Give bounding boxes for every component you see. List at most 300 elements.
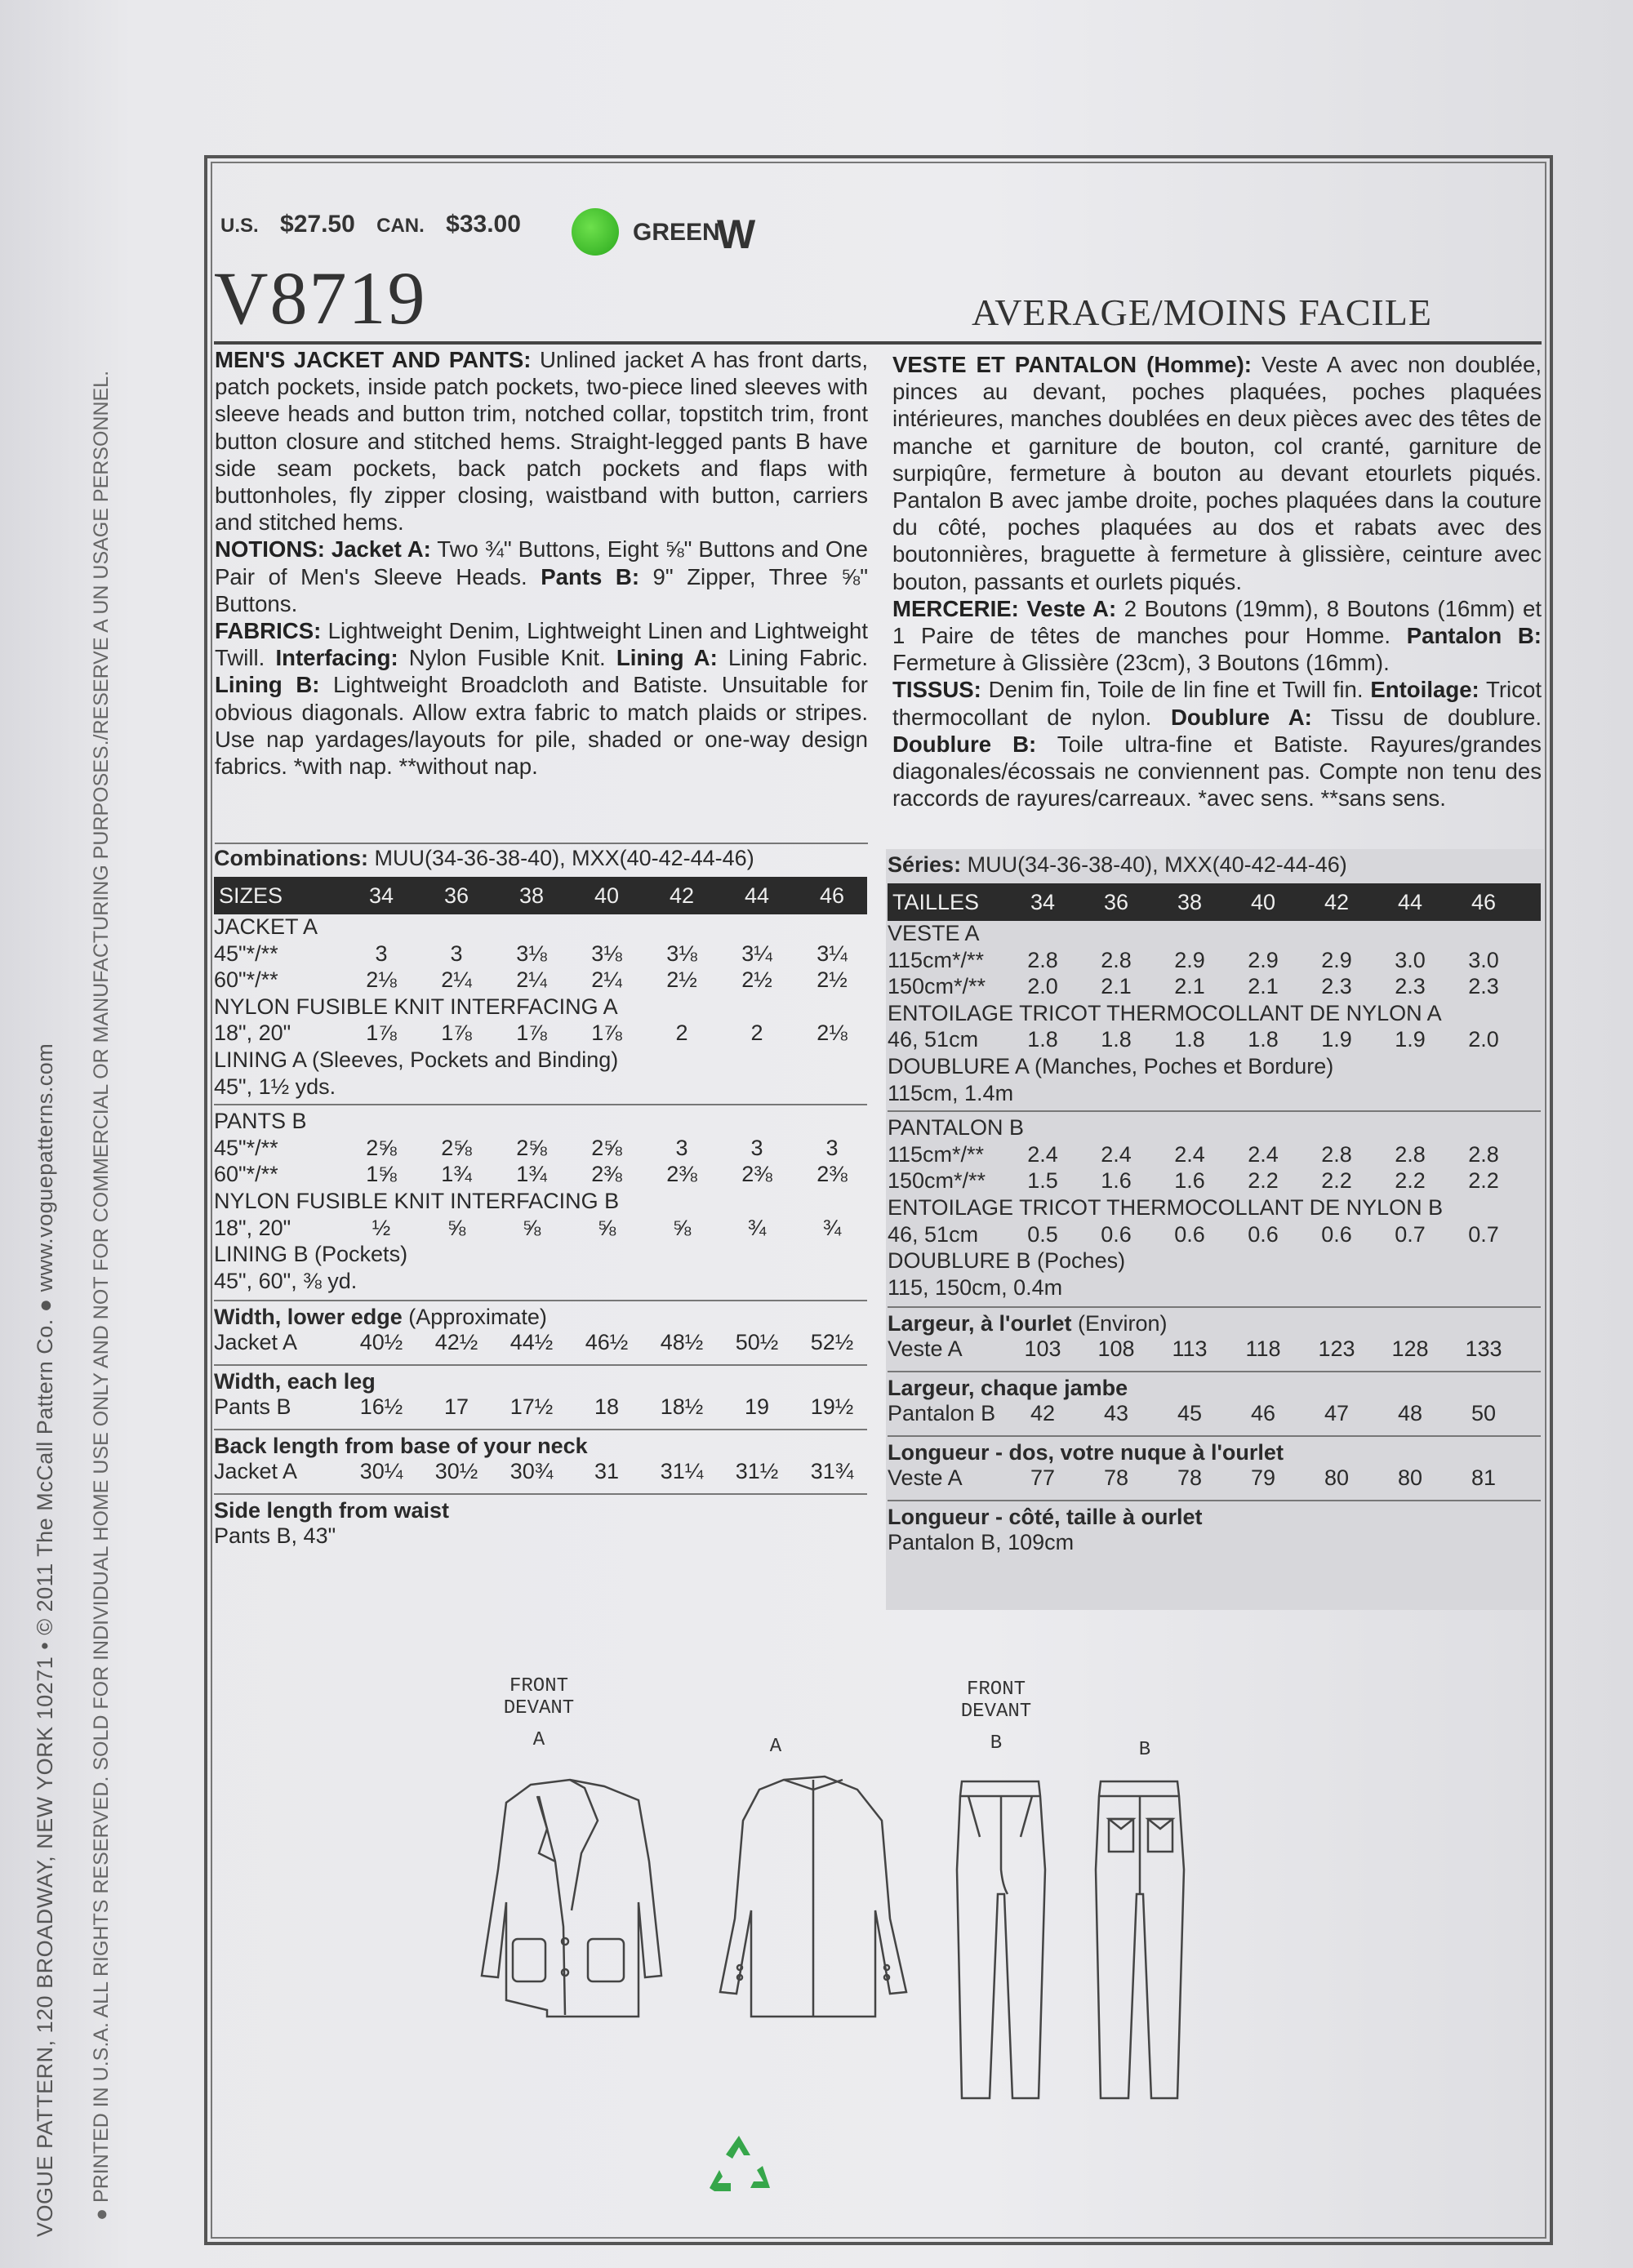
yardage-cell: 1.8	[1027, 1027, 1058, 1052]
measure-label: Pantalon B	[888, 1401, 996, 1426]
yardage-cell: 3⅛	[516, 941, 547, 966]
row-label: 150cm*/**	[888, 974, 986, 999]
size-col-header: 36	[443, 883, 469, 908]
size-col-header: 34	[368, 883, 394, 908]
yardage-cell: 2.4	[1248, 1141, 1279, 1167]
series-row	[888, 852, 1541, 883]
yardage-cell: 2.4	[1101, 1141, 1132, 1167]
row-label: PANTALON B	[888, 1115, 1025, 1141]
yardage-row	[888, 948, 1541, 975]
measure-cell: 43	[1103, 1401, 1129, 1426]
measure-label: Veste A	[888, 1336, 963, 1362]
size-col-header: 46	[1471, 890, 1497, 914]
yardage-row	[888, 1168, 1541, 1195]
measure-values-row	[214, 1523, 867, 1553]
row-label: 115cm, 1.4m	[888, 1080, 1014, 1105]
lining-b-label: Lining B:	[215, 672, 320, 698]
measure-label: Pants B, 43"	[214, 1523, 336, 1549]
measure-label: Veste A	[888, 1465, 963, 1491]
french-description	[892, 351, 1542, 812]
measure-cell: 52½	[810, 1330, 854, 1355]
measure-values-row	[888, 1465, 1541, 1495]
yardage-cell: ⅝	[447, 1215, 466, 1240]
yardage-cell: 2⅝	[516, 1135, 547, 1160]
recycle-icon	[698, 2129, 780, 2211]
yardage-cell: 2.2	[1321, 1168, 1352, 1194]
yardage-row	[214, 1109, 867, 1136]
combinations-label: Combinations:	[214, 846, 368, 870]
yardage-cell: 2.8	[1321, 1141, 1352, 1167]
difficulty-label: AVERAGE/MOINS FACILE	[972, 291, 1432, 333]
yardage-cell: 2.9	[1321, 947, 1352, 972]
row-label: 18", 20"	[214, 1021, 291, 1046]
yardage-cell: 2.4	[1174, 1141, 1205, 1167]
yardage-cell: 1.8	[1248, 1027, 1279, 1052]
yardage-cell: 3⅛	[591, 941, 622, 966]
measure-cell: 30¾	[509, 1459, 554, 1484]
yardage-cell: 3⅛	[666, 941, 697, 966]
combinations-text: MUU(34-36-38-40), MXX(40-42-44-46)	[374, 846, 754, 870]
row-label: ENTOILAGE TRICOT THERMOCOLLANT DE NYLON A	[888, 1000, 1442, 1025]
section-divider	[888, 1110, 1541, 1112]
measure-cell: 108	[1097, 1336, 1135, 1362]
yardage-cell: 3	[825, 1135, 839, 1160]
measure-divider	[214, 1300, 867, 1301]
measure-cell: 50	[1471, 1401, 1497, 1426]
measure-title: Largeur, chaque jambe	[888, 1376, 1128, 1401]
yardage-cell: 3	[750, 1135, 763, 1160]
yardage-cell: ¾	[747, 1215, 767, 1240]
tissus-text: Denim fin, Toile de lin fine et Twill fin.	[988, 677, 1364, 703]
row-label: LINING B (Pockets)	[214, 1242, 408, 1267]
row-label: VESTE A	[888, 921, 980, 945]
yardage-cell: 0.5	[1027, 1221, 1058, 1247]
en-table-top-rule	[215, 843, 868, 844]
french-title: VESTE ET PANTALON (Homme):	[892, 352, 1252, 377]
yardage-cell: 2⅜	[591, 1162, 622, 1187]
measure-values-row	[888, 1401, 1541, 1430]
measure-cell: 46½	[585, 1330, 629, 1355]
website-url: www.voguepatterns.com	[33, 1043, 57, 1292]
measure-title: Back length from base of your neck	[214, 1434, 588, 1459]
measure-cell: 42½	[434, 1330, 478, 1355]
jacket-back-drawing	[720, 1777, 906, 2017]
row-label: 45"*/**	[214, 941, 278, 966]
notions-label: NOTIONS:	[215, 536, 325, 563]
measure-cell: 45	[1177, 1401, 1203, 1426]
yardage-cell: 3	[675, 1135, 688, 1160]
yardage-cell: 2½	[816, 967, 848, 993]
jacket-front-drawing	[482, 1780, 661, 2017]
yardage-cell: 2.8	[1395, 1141, 1426, 1167]
yardage-cell: 2.1	[1174, 974, 1205, 999]
measure-cell: 31½	[735, 1459, 779, 1484]
yardage-cell: 2.0	[1468, 1027, 1499, 1052]
measure-cell: 30½	[434, 1459, 478, 1484]
row-label: 45", 1½ yds.	[214, 1074, 336, 1099]
color-label: GREEN	[633, 219, 720, 246]
measure-cell: 80	[1397, 1465, 1423, 1491]
view-b-back: B	[1138, 1739, 1151, 1761]
measure-title-row	[214, 1369, 867, 1394]
yardage-row	[214, 1269, 867, 1296]
interfacing-label: Interfacing:	[275, 645, 398, 671]
yardage-cell: 2⅜	[816, 1162, 848, 1187]
measure-cell: 80	[1324, 1465, 1350, 1491]
measure-cell: 128	[1391, 1336, 1429, 1362]
row-label: 115cm*/**	[888, 947, 985, 972]
section-divider	[214, 1104, 867, 1105]
row-label: NYLON FUSIBLE KNIT INTERFACING B	[214, 1188, 620, 1213]
french-yardage-table	[888, 852, 1541, 1559]
measure-cell: 18	[594, 1394, 620, 1420]
doublure-a-label: Doublure A:	[1170, 704, 1312, 730]
measure-label: Jacket A	[214, 1459, 298, 1484]
yardage-cell: 1⅞	[441, 1021, 472, 1046]
measure-cell: 31¾	[810, 1459, 854, 1484]
measure-title-row	[214, 1305, 867, 1330]
yardage-cell: 2	[750, 1021, 763, 1046]
yardage-cell: 2.9	[1248, 947, 1279, 972]
yardage-row	[888, 1142, 1541, 1169]
yardage-cell: 2.2	[1248, 1168, 1279, 1194]
yardage-cell: 2.2	[1468, 1168, 1499, 1194]
rights-side-text: ● PRINTED IN U.S.A. ALL RIGHTS RESERVED. SOLD FOR INDIVIDUAL HOME USE ONLY AND NOT FOR COMMERCIAL OR MANUFACTURING PURPOSES./RESERVE A UN USAGE PERSONNEL.	[90, 370, 113, 2221]
measure-divider	[214, 1493, 867, 1495]
fabrics-text: Lightweight Denim, Lightweight Linen and Lightweight Twill.	[215, 618, 868, 671]
copyright-notice: © 2011 The McCall Pattern Co.	[33, 1319, 57, 1635]
yardage-row	[214, 1189, 867, 1216]
garment-illustrations	[425, 1772, 1241, 2115]
green-dot-icon	[572, 208, 619, 256]
measure-title: Longueur - dos, votre nuque à l'ourlet	[888, 1440, 1284, 1465]
measure-cell: 48½	[660, 1330, 704, 1355]
yardage-cell: 1.6	[1101, 1168, 1132, 1194]
measure-values-row	[214, 1330, 867, 1359]
price-line	[220, 211, 536, 238]
yardage-cell: 2⅜	[741, 1162, 772, 1187]
can-label: CAN.	[376, 215, 425, 237]
mercerie-b-label: Pantalon B:	[1406, 623, 1542, 649]
measure-cell: 79	[1250, 1465, 1276, 1491]
en-sizes-header	[214, 877, 867, 914]
size-col-header: 42	[1324, 890, 1350, 914]
yardage-cell: 1¾	[441, 1162, 472, 1187]
measure-note: (Approximate)	[408, 1305, 547, 1330]
row-label: 46, 51cm	[888, 1221, 979, 1247]
yardage-cell: 2.4	[1027, 1141, 1058, 1167]
front-text-b: FRONT	[966, 1679, 1026, 1701]
row-label: 45", 60", ⅜ yd.	[214, 1268, 358, 1293]
measure-cell: 118	[1245, 1336, 1281, 1362]
size-col-header: 36	[1103, 890, 1129, 914]
yardage-row	[214, 967, 867, 994]
measure-values-row	[888, 1530, 1541, 1559]
size-col-header: 44	[1397, 890, 1423, 914]
yardage-row	[888, 921, 1541, 948]
row-label: 60"*/**	[214, 967, 278, 993]
can-price: $33.00	[446, 211, 521, 238]
yardage-cell: 2⅛	[816, 1021, 848, 1046]
measure-title: Width, each leg	[214, 1369, 376, 1394]
doublure-b-text: Toile ultra-fine et Batiste. Rayures/grandes diagonales/écossais ne conviennent pas. Compte non tenu des raccords de rayures/carreaux. *avec sens. **sans sens.	[892, 731, 1542, 812]
yardage-cell: 3	[375, 941, 388, 966]
measure-note: (Environ)	[1078, 1311, 1168, 1336]
size-col-header: 40	[594, 883, 620, 908]
yardage-row	[214, 1074, 867, 1101]
yardage-cell: ¾	[822, 1215, 842, 1240]
size-col-header: 38	[1177, 890, 1203, 914]
measure-cell: 77	[1030, 1465, 1056, 1491]
measure-values-row	[888, 1336, 1541, 1366]
yardage-cell: 2½	[741, 967, 772, 993]
entoilage-text: Tricot thermocollant de nylon.	[892, 677, 1542, 730]
yardage-cell: 2.0	[1027, 974, 1058, 999]
yardage-cell: 2.2	[1395, 1168, 1426, 1194]
measure-cell: 44½	[509, 1330, 554, 1355]
measure-title-row	[888, 1440, 1541, 1465]
measure-title: Width, lower edge	[214, 1305, 403, 1330]
measure-divider	[888, 1500, 1541, 1501]
yardage-cell: 1.6	[1174, 1168, 1205, 1194]
measure-cell: 47	[1324, 1401, 1350, 1426]
mercerie-b: Fermeture à Glissière (23cm), 3 Boutons (16mm).	[892, 650, 1390, 676]
yardage-row	[214, 1136, 867, 1163]
row-label: NYLON FUSIBLE KNIT INTERFACING A	[214, 994, 618, 1019]
english-description	[215, 346, 868, 780]
measure-title: Largeur, à l'ourlet	[888, 1311, 1072, 1336]
measure-cell: 78	[1177, 1465, 1203, 1491]
measure-cell: 113	[1172, 1336, 1208, 1362]
yardage-row	[888, 1054, 1541, 1081]
yardage-row	[214, 941, 867, 968]
yardage-row	[214, 1021, 867, 1047]
measure-cell: 18½	[660, 1394, 704, 1420]
yardage-cell: 1.9	[1321, 1027, 1352, 1052]
yardage-cell: 2⅛	[366, 967, 397, 993]
yardage-cell: 0.6	[1174, 1221, 1205, 1247]
measure-title-row	[888, 1376, 1541, 1401]
measure-cell: 81	[1471, 1465, 1497, 1491]
yardage-cell: 2⅝	[441, 1135, 472, 1160]
yardage-cell: 3	[450, 941, 463, 966]
lining-b-text: Lightweight Broadcloth and Batiste. Unsuitable for obvious diagonals. Allow extra fabric to match plaids or stripes. Use nap yardages/layouts for pile, shaded or one-way design fabrics. *with nap. **without nap.	[215, 672, 869, 780]
measure-cell: 17	[443, 1394, 469, 1420]
notions-b: 9" Zipper, Three ⅝" Buttons.	[215, 563, 868, 616]
front-label-b	[947, 1679, 1045, 1754]
measure-cell: 30¼	[359, 1459, 403, 1484]
doublure-b-label: Doublure B:	[892, 731, 1037, 757]
measure-divider	[214, 1364, 867, 1366]
measure-cell: 123	[1318, 1336, 1355, 1362]
entoilage-label: Entoilage:	[1370, 677, 1479, 703]
english-yardage-table	[214, 846, 867, 1553]
size-col-header: 40	[1250, 890, 1276, 914]
front-label-a	[490, 1675, 588, 1751]
yardage-cell: 2¼	[591, 967, 622, 993]
yardage-cell: 2.1	[1248, 974, 1279, 999]
yardage-cell: 1⅞	[516, 1021, 547, 1046]
row-label: 60"*/**	[214, 1162, 278, 1187]
measure-divider	[888, 1435, 1541, 1437]
measure-values-row	[214, 1394, 867, 1424]
size-col-header: 46	[819, 883, 845, 908]
row-label: LINING A (Sleeves, Pockets and Binding)	[214, 1047, 619, 1072]
yardage-cell: 0.6	[1248, 1221, 1279, 1247]
yardage-row	[888, 1081, 1541, 1108]
fr-sizes-header	[888, 883, 1541, 921]
yardage-cell: 2¼	[441, 967, 472, 993]
french-desc-text: Veste A avec non doublée, pinces au devant, poches plaquées, poches plaquées intérieures, manches doublées en deux pièces avec des têtes de manche et garniture de bouton, col cranté, garniture de surpiqûre, fermeture à bouton au devant etourlets piqués. Pantalon B avec jambe droite, poches plaquées dans la couture du côté, poches plaquées au dos et rabats avec des boutonnières, braguette à fermeture à glissière, ceinture avec bouton, passants et ourlets piqués.	[892, 352, 1542, 594]
notions-b-label: Pants B:	[541, 563, 640, 589]
yardage-cell: ½	[372, 1215, 391, 1240]
combinations-row	[214, 846, 867, 877]
fabrics-label: FABRICS:	[215, 618, 322, 644]
yardage-cell: 2⅜	[666, 1162, 697, 1187]
yardage-cell: 2.3	[1468, 974, 1499, 999]
yardage-row	[214, 1216, 867, 1243]
yardage-cell: 1.8	[1174, 1027, 1205, 1052]
yardage-row	[888, 1275, 1541, 1302]
yardage-cell: 1.8	[1101, 1027, 1132, 1052]
yardage-cell: 1¾	[516, 1162, 547, 1187]
measure-divider	[888, 1371, 1541, 1372]
measure-title: Longueur - côté, taille à ourlet	[888, 1505, 1203, 1530]
measure-cell: 17½	[509, 1394, 554, 1420]
mercerie-label: MERCERIE:	[892, 595, 1019, 621]
publisher-side-text: VOGUE PATTERN, 120 BROADWAY, NEW YORK 10271 • © 2011 The McCall Pattern Co. ● www.voguepatterns.com	[33, 1043, 57, 2237]
measure-cell: 31¼	[660, 1459, 704, 1484]
english-desc-text: Unlined jacket A has front darts, patch pockets, inside patch pockets, two-piece lined sleeves with sleeve heads and button trim, notched collar, topstitch trim, front button closure and stitched hems. Straight-legged pants B have side seam pockets, back patch pockets and flaps with buttonholes, fly zipper closing, waistband with button, carriers and stitched hems.	[215, 347, 868, 536]
mercerie-a-label: Veste A:	[1026, 595, 1117, 621]
yardage-cell: ⅝	[597, 1215, 616, 1240]
tissus-label: TISSUS:	[892, 677, 981, 703]
yardage-row	[888, 1195, 1541, 1222]
yardage-cell: ⅝	[522, 1215, 541, 1240]
measure-cell: 19½	[810, 1394, 854, 1420]
yardage-row	[214, 1242, 867, 1269]
lining-a-label: Lining A:	[616, 645, 718, 671]
header-rule	[214, 341, 1542, 345]
yardage-cell: 1.9	[1395, 1027, 1426, 1052]
yardage-row	[888, 1248, 1541, 1275]
yardage-cell: 2	[675, 1021, 688, 1046]
pattern-number: V8719	[214, 256, 427, 340]
yardage-cell: 2.1	[1101, 974, 1132, 999]
yardage-cell: 1.5	[1027, 1168, 1058, 1194]
measure-cell: 42	[1030, 1401, 1056, 1426]
view-b-front: B	[990, 1732, 1003, 1754]
yardage-cell: ⅝	[672, 1215, 692, 1240]
measure-title: Side length from waist	[214, 1498, 450, 1523]
yardage-row	[888, 974, 1541, 1001]
rights-notice: PRINTED IN U.S.A. ALL RIGHTS RESERVED. SOLD FOR INDIVIDUAL HOME USE ONLY AND NOT FOR COMMERCIAL OR MANUFACTURING PURPOSES./RESERVE A UN USAGE PERSONNEL.	[90, 370, 113, 2203]
series-label: Séries:	[888, 852, 962, 877]
us-label: U.S.	[220, 215, 259, 237]
devant-text-b: DEVANT	[960, 1701, 1032, 1723]
row-label: 115, 150cm, 0.4m	[888, 1274, 1063, 1300]
sizes-label: SIZES	[219, 883, 283, 908]
notions-a: Two ¾" Buttons, Eight ⅝" Buttons and One Pair of Men's Sleeve Heads.	[215, 536, 869, 589]
yardage-cell: 0.7	[1395, 1221, 1426, 1247]
pants-front-drawing	[957, 1781, 1045, 2098]
row-label: ENTOILAGE TRICOT THERMOCOLLANT DE NYLON B	[888, 1194, 1444, 1220]
yardage-row	[214, 1162, 867, 1189]
view-a-front: A	[532, 1729, 545, 1751]
yardage-cell: 2¼	[516, 967, 547, 993]
yardage-row	[888, 1115, 1541, 1142]
yardage-cell: 2.8	[1027, 947, 1058, 972]
row-label: DOUBLURE A (Manches, Poches et Bordure)	[888, 1053, 1334, 1078]
yardage-cell: 2.8	[1468, 1141, 1499, 1167]
yardage-cell: 1⅞	[591, 1021, 622, 1046]
notions-a-label: Jacket A:	[331, 536, 431, 563]
yardage-cell: 3.0	[1468, 947, 1499, 972]
size-col-header: 34	[1030, 890, 1056, 914]
yardage-cell: 1⅝	[366, 1162, 397, 1187]
series-text: MUU(34-36-38-40), MXX(40-42-44-46)	[967, 852, 1347, 877]
measure-cell: 19	[744, 1394, 770, 1420]
front-text: FRONT	[509, 1675, 568, 1697]
measure-cell: 31	[594, 1459, 620, 1484]
yardage-cell: 2.3	[1395, 974, 1426, 999]
measure-label: Jacket A	[214, 1330, 298, 1355]
yardage-row	[214, 914, 867, 941]
measure-cell: 46	[1250, 1401, 1276, 1426]
category-letter: W	[717, 211, 756, 257]
yardage-cell: 0.6	[1101, 1221, 1132, 1247]
measure-cell: 48	[1397, 1401, 1423, 1426]
size-col-header: 42	[669, 883, 695, 908]
publisher-address: VOGUE PATTERN, 120 BROADWAY, NEW YORK 10271	[33, 1656, 57, 2237]
row-label: JACKET A	[214, 914, 318, 939]
row-label: DOUBLURE B (Poches)	[888, 1248, 1126, 1274]
yardage-cell: 3¼	[741, 941, 772, 966]
row-label: 46, 51cm	[888, 1027, 979, 1052]
lining-a-text: Lining Fabric.	[728, 645, 868, 671]
measure-cell: 16½	[359, 1394, 403, 1420]
doublure-a-text: Tissu de doublure.	[1331, 704, 1542, 730]
yardage-cell: 2.3	[1321, 974, 1352, 999]
measure-label: Pantalon B, 109cm	[888, 1530, 1075, 1555]
row-label: PANTS B	[214, 1109, 307, 1134]
row-label: 18", 20"	[214, 1215, 291, 1240]
yardage-cell: 2½	[666, 967, 697, 993]
yardage-cell: 2⅝	[591, 1135, 622, 1160]
sizes-label: TAILLES	[892, 890, 980, 914]
yardage-row	[888, 1027, 1541, 1054]
yardage-row	[888, 1222, 1541, 1249]
measure-title-row	[888, 1505, 1541, 1530]
yardage-row	[214, 1047, 867, 1074]
yardage-cell: 0.7	[1468, 1221, 1499, 1247]
measure-cell: 133	[1465, 1336, 1502, 1362]
row-label: 115cm*/**	[888, 1141, 985, 1167]
row-label: 150cm*/**	[888, 1168, 986, 1194]
yardage-cell: 0.6	[1321, 1221, 1352, 1247]
measure-cell: 103	[1024, 1336, 1061, 1362]
view-a-back: A	[769, 1736, 782, 1758]
measure-divider	[888, 1306, 1541, 1308]
row-label: 45"*/**	[214, 1135, 278, 1160]
measure-cell: 78	[1103, 1465, 1129, 1491]
measure-divider	[214, 1429, 867, 1430]
yardage-row	[214, 994, 867, 1021]
measure-cell: 40½	[359, 1330, 403, 1355]
yardage-cell: 2⅝	[366, 1135, 397, 1160]
yardage-cell: 1⅞	[366, 1021, 397, 1046]
us-price: $27.50	[280, 211, 355, 238]
